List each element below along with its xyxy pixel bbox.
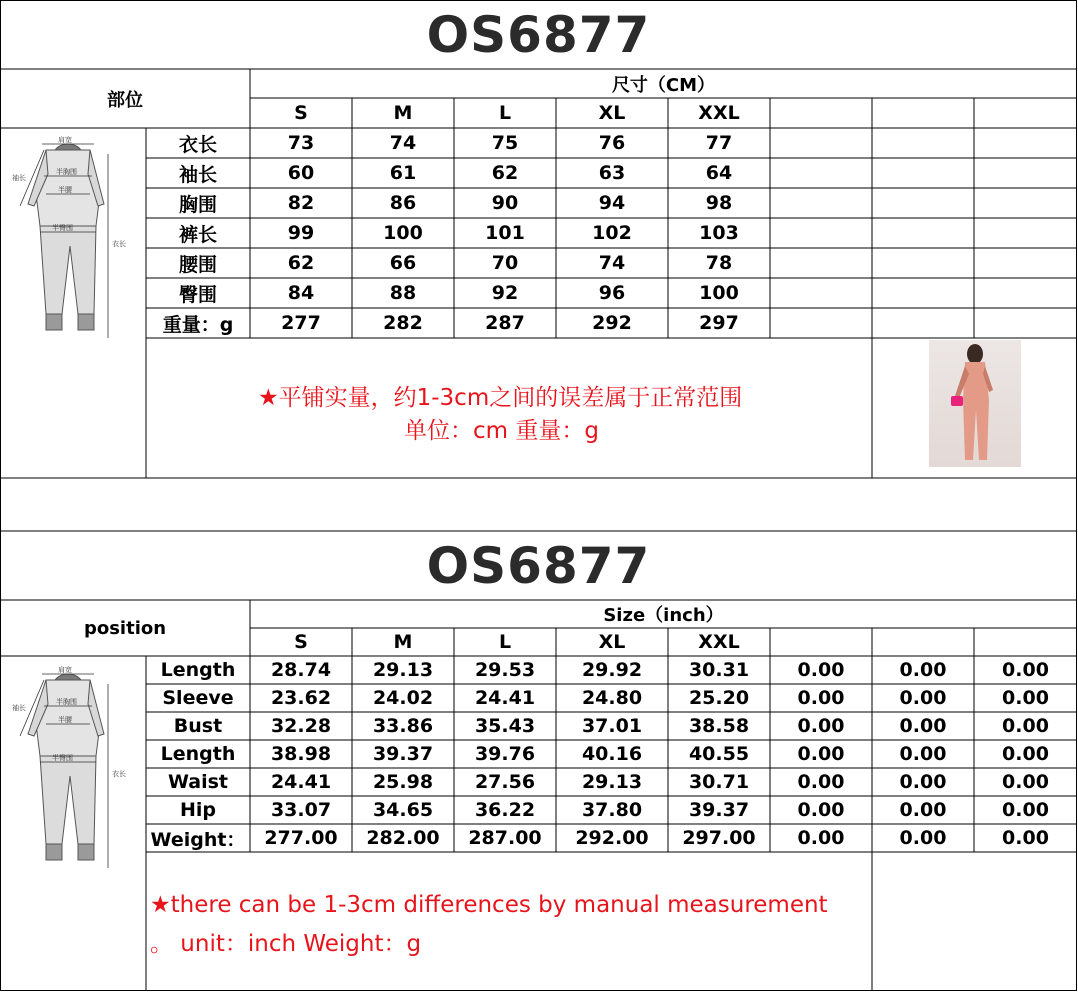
top-cell [872, 128, 974, 158]
bottom-note-line1: ★there can be 1-3cm differences by manual measurement [150, 892, 828, 918]
top-cell: 63 [598, 162, 626, 184]
diagram-label-waist: 半腰 [58, 186, 72, 194]
top-cell: 84 [287, 282, 315, 304]
top-cell [770, 218, 872, 248]
top-cell: 78 [705, 252, 733, 274]
bottom-cell: 0.00 [899, 771, 947, 793]
top-size-4: XXL [698, 102, 740, 124]
top-cell: 61 [389, 162, 417, 184]
bottom-row-label: Hip [179, 799, 216, 821]
top-cell [770, 128, 872, 158]
bottom-cell: 0.00 [899, 715, 947, 737]
bottom-cell: 33.07 [270, 799, 332, 821]
top-cell: 74 [598, 252, 626, 274]
bottom-cell: 25.98 [372, 771, 434, 793]
top-size-7 [974, 98, 1077, 128]
top-cell: 292 [592, 312, 632, 334]
bottom-cell: 0.00 [1002, 715, 1049, 737]
bottom-cell: 0.00 [797, 771, 845, 793]
bottom-cell: 0.00 [797, 799, 845, 821]
top-row-label: 衣长 [178, 133, 217, 156]
bottom-row-label: Length [160, 659, 236, 681]
top-note-line2: 单位：cm 重量：g [404, 418, 599, 444]
top-cell: 75 [491, 132, 519, 154]
bottom-cell: 0.00 [1002, 687, 1049, 709]
bottom-cell: 32.28 [270, 715, 332, 737]
bottom-cell: 0.00 [797, 687, 845, 709]
bottom-cell: 0.00 [1002, 827, 1049, 849]
bottom-cell: 39.37 [372, 743, 434, 765]
bottom-size-3: XL [598, 631, 626, 653]
bottom-size-1: M [393, 631, 413, 653]
bottom-cell: 37.80 [581, 799, 643, 821]
bottom-cell: 39.76 [474, 743, 536, 765]
top-cell: 70 [491, 252, 519, 274]
bottom-size-label: Size（inch） [603, 605, 724, 626]
top-size-label: 尺寸（CM） [611, 74, 716, 96]
bottom-cell: 28.74 [270, 659, 332, 681]
bottom-cell: 0.00 [797, 659, 845, 681]
top-note-line1: ★平铺实量，约1-3cm之间的误差属于正常范围 [258, 385, 743, 411]
diagram-label-length: 衣长 [112, 240, 126, 248]
top-cell: 90 [491, 192, 519, 214]
bottom-row-label: Sleeve [162, 687, 234, 709]
top-size-0: S [294, 102, 308, 124]
top-cell [872, 248, 974, 278]
product-photo [929, 340, 1021, 467]
diagram-label-shoulder: 肩宽 [58, 666, 72, 674]
bottom-cell: 40.16 [581, 743, 643, 765]
top-cell: 297 [699, 312, 739, 334]
top-cell: 88 [389, 282, 417, 304]
top-cell: 98 [705, 192, 733, 214]
bottom-cell: 23.62 [270, 687, 332, 709]
top-cell [872, 188, 974, 218]
top-cell: 102 [592, 222, 632, 244]
top-cell [974, 248, 1077, 278]
bottom-row-label: Length [160, 743, 236, 765]
top-cell: 66 [389, 252, 417, 274]
bottom-cell: 277.00 [264, 827, 338, 849]
top-cell: 86 [389, 192, 417, 214]
bottom-size-6 [872, 628, 974, 656]
top-row-label: 裤长 [178, 223, 217, 246]
top-cell [974, 278, 1077, 308]
diagram-label-hip: 半臀围 [52, 754, 73, 762]
top-cell: 287 [485, 312, 525, 334]
bottom-row-label: Bust [173, 715, 223, 737]
bottom-cell: 24.80 [581, 687, 643, 709]
bottom-cell: 292.00 [575, 827, 649, 849]
bottom-cell: 0.00 [1002, 771, 1049, 793]
top-cell: 62 [287, 252, 315, 274]
bottom-cell: 0.00 [899, 827, 947, 849]
bottom-cell: 25.20 [688, 687, 750, 709]
bottom-cell: 37.01 [581, 715, 643, 737]
top-cell: 101 [485, 222, 525, 244]
top-cell: 100 [383, 222, 423, 244]
bottom-cell: 0.00 [797, 827, 845, 849]
top-cell [770, 248, 872, 278]
bottom-cell: 33.86 [372, 715, 434, 737]
bottom-cell: 30.71 [688, 771, 750, 793]
bottom-cell: 36.22 [474, 799, 536, 821]
bottom-cell: 282.00 [366, 827, 440, 849]
bottom-size-4: XXL [698, 631, 740, 653]
bottom-cell: 0.00 [1002, 659, 1049, 681]
bottom-cell: 38.58 [688, 715, 750, 737]
bottom-cell: 40.55 [688, 743, 750, 765]
top-row-label: 袖长 [178, 163, 217, 186]
diagram-label-bust: 半胸围 [56, 168, 77, 176]
top-cell [974, 128, 1077, 158]
bottom-cell: 0.00 [899, 687, 947, 709]
top-garment-diagram [8, 134, 140, 344]
bottom-size-0: S [294, 631, 308, 653]
top-cell: 277 [281, 312, 321, 334]
top-cell: 82 [287, 192, 315, 214]
top-cell: 282 [383, 312, 423, 334]
bottom-size-5 [770, 628, 872, 656]
diagram-label-bust: 半胸围 [56, 698, 77, 706]
bottom-part-label: position [83, 617, 167, 639]
bottom-cell: 30.31 [688, 659, 750, 681]
diagram-label-sleeve: 袖长 [12, 174, 26, 182]
top-cell: 62 [491, 162, 519, 184]
top-cell [770, 278, 872, 308]
diagram-label-length: 衣长 [112, 770, 126, 778]
top-cell [770, 158, 872, 188]
top-cell: 64 [705, 162, 733, 184]
bottom-cell: 0.00 [899, 799, 947, 821]
top-cell [872, 218, 974, 248]
bottom-cell: 34.65 [372, 799, 434, 821]
bottom-cell: 38.98 [270, 743, 332, 765]
top-cell: 99 [287, 222, 315, 244]
bottom-cell: 24.41 [270, 771, 332, 793]
top-row-label: 臀围 [178, 283, 217, 306]
diagram-label-waist: 半腰 [58, 716, 72, 724]
bottom-cell: 0.00 [1002, 743, 1049, 765]
bottom-row-label: Waist [167, 771, 228, 793]
top-cell: 76 [598, 132, 626, 154]
bottom-size-7 [974, 628, 1077, 656]
bottom-cell: 0.00 [899, 659, 947, 681]
bottom-cell: 29.13 [372, 659, 434, 681]
bottom-cell: 29.92 [581, 659, 643, 681]
diagram-label-shoulder: 肩宽 [58, 136, 72, 144]
top-size-6 [872, 98, 974, 128]
diagram-label-sleeve: 袖长 [12, 704, 26, 712]
top-cell [974, 188, 1077, 218]
top-cell [872, 158, 974, 188]
top-title: OS6877 [426, 5, 651, 64]
bottom-cell: 24.41 [474, 687, 536, 709]
top-cell [974, 158, 1077, 188]
top-cell: 60 [287, 162, 315, 184]
bottom-cell: 29.13 [581, 771, 643, 793]
top-cell: 73 [287, 132, 315, 154]
bottom-cell: 24.02 [372, 687, 434, 709]
top-cell: 100 [699, 282, 739, 304]
top-cell: 96 [598, 282, 626, 304]
top-size-2: L [498, 102, 512, 124]
bottom-cell: 0.00 [1002, 799, 1049, 821]
top-cell [770, 188, 872, 218]
top-cell [974, 218, 1077, 248]
top-cell [872, 308, 974, 338]
top-row-label: 腰围 [178, 253, 217, 276]
bottom-row-label: Weight： [150, 828, 246, 851]
top-cell: 92 [491, 282, 519, 304]
bottom-note-line2: 。 unit：inch Weight：g [150, 931, 422, 957]
bottom-cell: 35.43 [474, 715, 536, 737]
top-row-label: 重量：g [162, 313, 234, 336]
top-row-label: 胸围 [178, 193, 217, 216]
top-cell: 103 [699, 222, 739, 244]
bottom-garment-diagram [8, 664, 140, 874]
bottom-cell: 39.37 [688, 799, 750, 821]
top-size-3: XL [598, 102, 626, 124]
top-cell [770, 308, 872, 338]
top-size-1: M [393, 102, 413, 124]
top-cell: 77 [705, 132, 733, 154]
bottom-size-2: L [498, 631, 512, 653]
bottom-cell: 29.53 [474, 659, 536, 681]
top-part-label: 部位 [107, 89, 143, 111]
top-cell [872, 278, 974, 308]
bottom-cell: 297.00 [682, 827, 756, 849]
bottom-cell: 0.00 [899, 743, 947, 765]
bottom-cell: 287.00 [468, 827, 542, 849]
top-cell: 74 [389, 132, 417, 154]
bottom-cell: 0.00 [797, 715, 845, 737]
bottom-cell: 27.56 [474, 771, 536, 793]
bottom-cell: 0.00 [797, 743, 845, 765]
diagram-label-hip: 半臀围 [52, 224, 73, 232]
top-cell: 94 [598, 192, 626, 214]
top-size-5 [770, 98, 872, 128]
top-cell [974, 308, 1077, 338]
bottom-title: OS6877 [426, 536, 651, 595]
